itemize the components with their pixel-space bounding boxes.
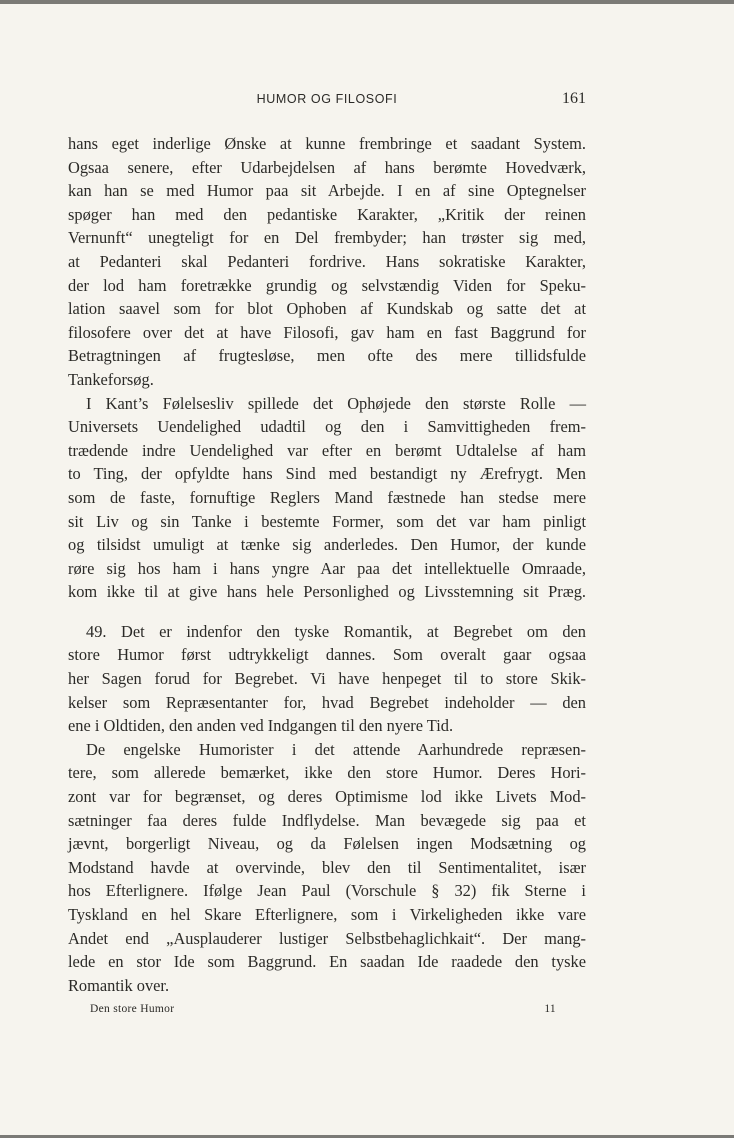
text-line: trædende indre Uendelighed var efter en berømt Udtalelse af ham — [68, 440, 586, 460]
text-line: Romantik over. — [68, 975, 170, 995]
text-line: Modstand havde at overvinde, blev den til Sentimentalitet, især — [68, 857, 586, 877]
text-line: røre sig hos ham i hans yngre Aar paa det intellektuelle Omraade, — [68, 558, 586, 578]
text-line: hos Efterlignere. Ifølge Jean Paul (Vorschule § 32) fik Sterne i — [68, 881, 586, 901]
text-line: som de faste, fornuftige Reglers Mand fæstnede han stedse mere — [68, 487, 586, 507]
text-line: at Pedanteri skal Pedanteri fordrive. Hans sokratiske Karakter, — [68, 251, 586, 271]
page-footer — [90, 1003, 556, 1019]
text-line: og tilsidst umuligt at tænke sig anderledes. Den Humor, der kunde — [68, 535, 586, 555]
paragraph — [68, 620, 586, 738]
scan-edge-top — [0, 0, 734, 4]
text-line: De engelske Humorister i det attende Aarhundrede repræsen- — [86, 739, 586, 759]
text-line: Ogsaa senere, efter Udarbejdelsen af hans berømte Hovedværk, — [68, 157, 586, 177]
text-line: sætninger faa deres fulde Indflydelse. Man bevægede sig paa et — [68, 810, 586, 830]
text-line: jævnt, borgerligt Niveau, og da Følelsen ingen Modsætning og — [68, 834, 586, 854]
text-line: spøger han med den pedantiske Karakter, „Kritik der reinen — [68, 204, 586, 224]
text-line: Universets Uendelighed udadtil og den i Samvittigheden frem- — [68, 417, 586, 437]
text-line: I Kant’s Følelsesliv spillede det Ophøjede den største Rolle — — [86, 393, 586, 413]
page-header — [68, 90, 586, 110]
text-line: Tankeforsøg. — [68, 369, 154, 389]
text-line: hans eget inderlige Ønske at kunne frembringe et saadant System. — [68, 134, 586, 153]
sheet-number: 11 — [544, 1003, 556, 1015]
text-line: Betragtningen af frugtesløse, men ofte des mere tillidsfulde — [68, 346, 586, 366]
text-line: kelser som Repræsentanter for, hvad Begrebet indeholder — den — [68, 692, 586, 712]
text-line: to Ting, der opfyldte hans Sind med bestandigt ny Ærefrygt. Men — [68, 464, 586, 484]
section-gap — [68, 604, 586, 620]
text-line: kom ikke til at give hans hele Personlighed og Livsstemning sit Præg. — [68, 582, 586, 602]
text-line: ene i Oldtiden, den anden ved Indgangen til den nyere Tid. — [68, 716, 454, 736]
text-line: filosofere over det at have Filosofi, gav ham en fast Baggrund for — [68, 322, 586, 342]
paragraph — [68, 132, 586, 392]
text-line: lede en stor Ide som Baggrund. En saadan Ide raadede den tyske — [68, 952, 586, 972]
paragraph — [68, 738, 586, 998]
text-line: der lod ham foretrække grundig og selvstændig Viden for Speku- — [68, 275, 586, 295]
page-body — [68, 132, 586, 997]
text-line: Vernunft“ unegteligt for en Del frembyder; han trøster sig med, — [68, 228, 586, 248]
text-line: her Sagen forud for Begrebet. Vi have henpeget til to store Skik- — [68, 669, 586, 689]
paragraph — [68, 392, 586, 604]
text-line: lation saavel som for blot Ophoben af Kundskab og satte det at — [68, 299, 586, 319]
text-line: 49. Det er indenfor den tyske Romantik, at Begrebet om den — [86, 621, 586, 641]
text-line: zont var for begrænset, og deres Optimisme lod ikke Livets Mod- — [68, 787, 586, 807]
running-head: HUMOR OG FILOSOFI — [256, 92, 398, 106]
text-line: Andet end „Ausplauderer lustiger Selbstbehaglichkait“. Der mang- — [68, 928, 586, 948]
text-line: tere, som allerede bemærket, ikke den store Humor. Deres Hori- — [68, 763, 586, 783]
text-line: Tyskland en hel Skare Efterlignere, som i Virkeligheden ikke vare — [68, 905, 586, 924]
signature-mark: Den store Humor — [90, 1003, 175, 1015]
text-line: kan han se med Humor paa sit Arbejde. I en af sine Optegnelser — [68, 181, 586, 201]
text-line: store Humor først udtrykkeligt dannes. Som overalt gaar ogsaa — [68, 645, 586, 665]
text-line: sit Liv og sin Tanke i bestemte Former, som det var ham pinligt — [68, 511, 586, 531]
page-number: 161 — [562, 90, 586, 107]
